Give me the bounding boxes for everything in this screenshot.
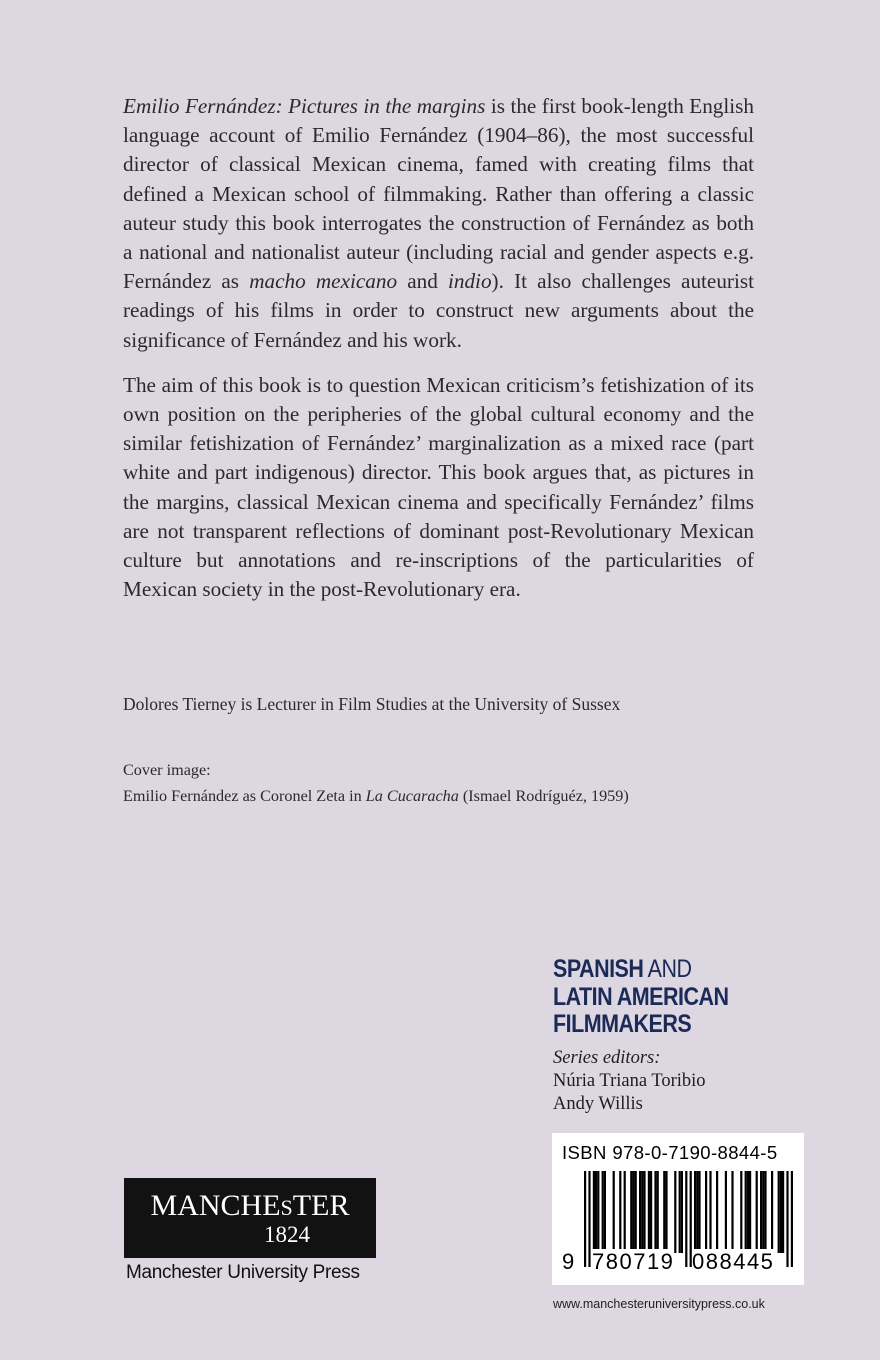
series-title-line-3: FILMMAKERS (553, 1010, 692, 1038)
blurb-text: ). It also challenges auteurist readings of his films in order to construct new arguments about the significance of Fernández and his work. (123, 269, 755, 352)
book-title: Emilio Fernández: Pictures in the margins (123, 94, 486, 118)
series-editor: Núria Triana Toribio (553, 1070, 706, 1091)
barcode-bar (593, 1171, 595, 1253)
barcode-bar (778, 1171, 780, 1253)
barcode-bar (635, 1171, 637, 1253)
blurb-term: indio (447, 269, 492, 294)
series-editor: Andy Willis (553, 1093, 643, 1114)
barcode-bar (749, 1171, 751, 1253)
barcode-bar (624, 1171, 626, 1253)
barcode-bar (685, 1171, 687, 1267)
logo-wordmark-part: TER (292, 1189, 350, 1222)
barcode-bar (771, 1171, 773, 1253)
barcode-bar (745, 1171, 747, 1253)
ean-left-digits: 780719 (592, 1249, 675, 1274)
barcode-bar (588, 1171, 590, 1267)
barcode-bar (756, 1171, 758, 1253)
barcode-bar (630, 1171, 632, 1253)
barcode-bar (681, 1171, 683, 1253)
logo-wordmark-part: MANCHE (150, 1189, 281, 1222)
barcode-bar (643, 1171, 645, 1253)
barcode-bar (731, 1171, 733, 1253)
barcode-bar (657, 1171, 659, 1253)
barcode-bar (791, 1171, 793, 1267)
series-title-line-2: LATIN AMERICAN (553, 982, 729, 1011)
blurb-text: is the first book-length English language account of Emilio Fernández (1904–86), the most successful director of classical Mexican cinema, famed with creating films that defined a Mexican school of filmmaking. Rather than offering a classic auteur study this book interrogates the construction of Fernández as both a national and nationalist auteur (including racial and gender aspects e.g. Fernández as (123, 94, 754, 294)
series-title (553, 956, 777, 1039)
barcode-bar (764, 1171, 766, 1253)
ean-lead-digit: 9 (562, 1249, 575, 1274)
barcode-bar (740, 1171, 742, 1253)
author-note: Dolores Tierney is Lecturer in Film Studies at the University of Sussex (123, 694, 621, 714)
barcode-bar (665, 1171, 667, 1253)
barcode-bar (760, 1171, 762, 1253)
barcode-bar (705, 1171, 707, 1253)
blurb-text: and (397, 269, 448, 294)
barcode-bar (679, 1171, 681, 1253)
barcode-bar (613, 1171, 615, 1253)
cover-credit-label: Cover image: (123, 761, 211, 779)
ean-right-digits: 088445 (692, 1249, 775, 1274)
logo-wordmark (124, 1189, 376, 1223)
barcode-bar (782, 1171, 784, 1253)
barcode-bar (663, 1171, 665, 1253)
barcode-bar (725, 1171, 727, 1253)
barcode-bar (654, 1171, 656, 1253)
barcode-bar (716, 1171, 718, 1253)
barcode-bar (641, 1171, 643, 1253)
publisher-logo (124, 1178, 376, 1258)
isbn-barcode (552, 1133, 804, 1285)
barcode-bar (696, 1171, 698, 1253)
barcode-bar (648, 1171, 650, 1253)
logo-wordmark-part: S (280, 1195, 293, 1220)
barcode-bar (747, 1171, 749, 1253)
cover-credit-caption (123, 783, 629, 809)
series-editors (553, 1047, 813, 1116)
back-cover-blurb (123, 92, 754, 620)
barcode-bar (595, 1171, 597, 1253)
cover-credit (123, 757, 629, 809)
barcode-bar (762, 1171, 764, 1253)
barcode-bar (639, 1171, 641, 1253)
blurb-term: macho mexicano (249, 269, 398, 294)
barcode-bar (604, 1171, 606, 1253)
logo-year: 1824 (264, 1222, 310, 1247)
barcode-bar (619, 1171, 621, 1253)
blurb-paragraph-2: The aim of this book is to question Mexican criticism’s fetishization of its own position on the peripheries of the global cultural economy and the similar fetishization of Fernández’ marginalization as a mixed race (part white and part indigenous) director. This book argues that, as pictures in the margins, classical Mexican cinema and specifically Fernández’ films are not transparent reflections of dominant post-Revolutionary Mexican culture but annotations and re-inscriptions of the particularities of Mexican society in the post-Revolutionary era. (123, 372, 754, 602)
blurb-paragraph-1 (123, 92, 754, 355)
barcode-bar (698, 1171, 700, 1253)
publisher-website: www.manchesteruniversitypress.co.uk (553, 1297, 765, 1311)
isbn-label: ISBN 978-0-7190-8844-5 (562, 1142, 778, 1163)
barcode-bar (674, 1171, 676, 1253)
series-title-bold: SPANISH (553, 955, 644, 983)
barcode-bar (632, 1171, 634, 1253)
barcode-bar (602, 1171, 604, 1253)
barcode-bar (786, 1171, 788, 1267)
caption-text: (Ismael Rodríguéz, 1959) (458, 787, 629, 805)
barcode-bar (709, 1171, 711, 1253)
series-editors-label: Series editors: (553, 1047, 661, 1068)
series-block (553, 956, 813, 1116)
film-title: La Cucaracha (365, 787, 459, 805)
barcode-bar (694, 1171, 696, 1253)
barcode-bar (597, 1171, 599, 1253)
caption-text: Emilio Fernández as Coronel Zeta in (123, 787, 366, 805)
series-title-light: AND (643, 955, 692, 983)
barcode-bar (584, 1171, 586, 1267)
publisher-name: Manchester University Press (126, 1262, 360, 1283)
barcode-bar (650, 1171, 652, 1253)
barcode-bar (780, 1171, 782, 1253)
